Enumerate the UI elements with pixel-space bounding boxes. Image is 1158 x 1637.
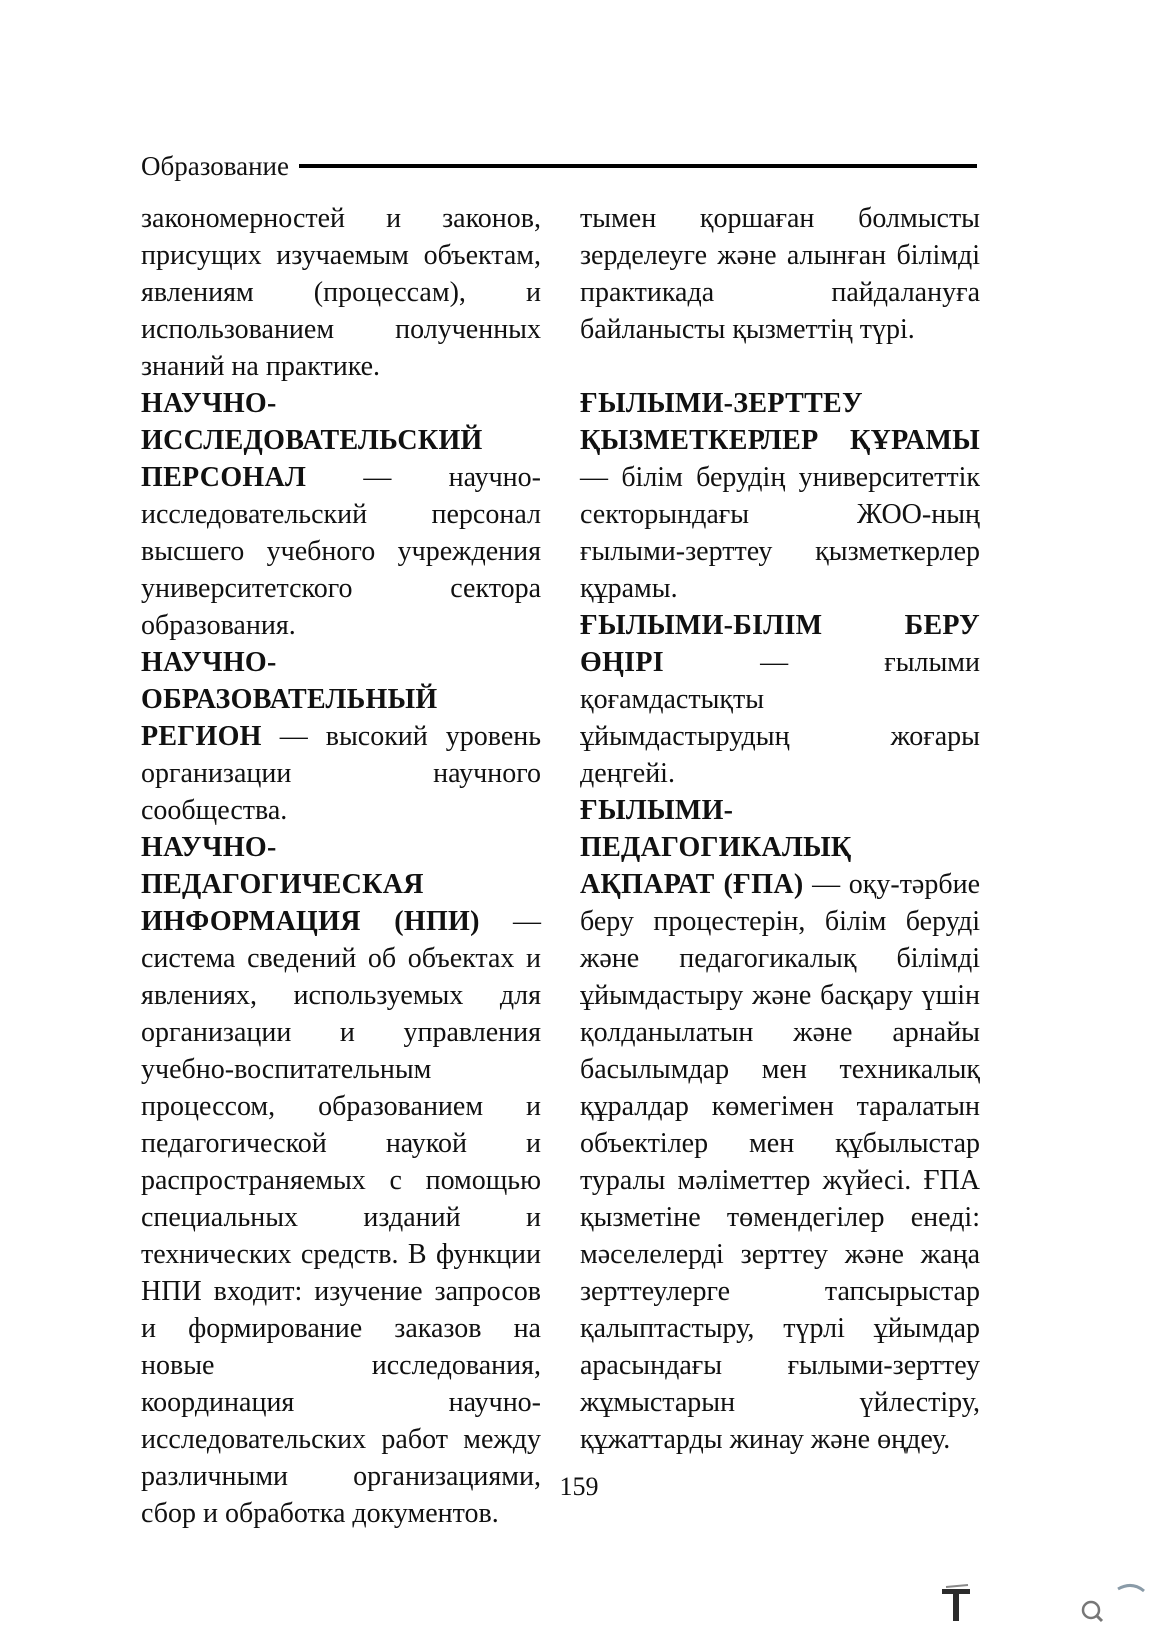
section-title: Образование [141,150,289,181]
dictionary-entry [141,385,541,644]
entry-definition: — ғылыми қоғамдастықты ұйымдастырудың жоғары деңгейі. [580,647,980,789]
watermark-logo-icon [940,1583,1150,1627]
dictionary-entry [141,644,541,829]
dictionary-entry [580,607,980,792]
entry-term: НАУЧНО-ПЕДАГОГИЧЕСКАЯ ИНФОРМАЦИЯ (НПИ) [141,832,480,937]
continued-paragraph: закономерностей и законов, присущих изучаемым объектам, явлениям (процессам), и использованием полученных знаний на практике. [141,203,541,382]
entry-definition: — высокий уровень организации научного сообщества. [141,721,541,826]
running-header [141,146,977,186]
entry-definition: — оқу-тәрбие беру процестерін, білім беруді және педагогикалық білімді ұйымдастыру және басқару үшін қолданылатын және арнайы басылымдар мен техникалық құралдар көмегімен таралатын объектілер мен құбылыстар туралы мәліметтер жүйесі. ҒПА қызметіне төмендегілер енеді: мәселелерді зерттеу және жаңа зерттеулерге тапсырыстар қалыптастыру, түрлі ұйымдар арасындағы ғылыми-зерттеу жұмыстарын үйлестіру, құжаттарды жинау және өңдеу. [580,869,981,1455]
entry-definition: — система сведений об объектах и явлениях, используемых для организации и управления учебно-воспитательным процессом, образованием и педагогической наукой и распространяемых с помощью специальных изданий и технических средств. В функции НПИ входит: изучение запросов и формирование заказов на новые исследования, координация научно-исследовательских работ между различными организациями, сбор и обработка документов. [141,906,542,1529]
entry-term: НАУЧНО-ИССЛЕДОВАТЕЛЬСКИЙ ПЕРСОНАЛ [141,388,483,493]
entry-definition: — білім берудің университеттік секторындағы ЖОО-ның ғылыми-зерттеу қызметкерлер құрамы. [580,462,980,604]
right-column [580,200,980,1458]
entry-term: ҒЫЛЫМИ-ПЕДАГОГИКАЛЫҚ АҚПАРАТ (ҒПА) [580,795,852,900]
dictionary-entry [141,829,541,1532]
termincom-watermark [940,1583,1150,1627]
entry-term: ҒЫЛЫМИ-ЗЕРТТЕУ ҚЫЗМЕТКЕРЛЕР ҚҰРАМЫ [580,388,980,456]
entry-definition: — научно-исследовательский персонал высшего учебного учреждения университетского сектора образования. [141,462,541,641]
page-number: 159 [559,1472,599,1501]
left-column [141,200,541,1532]
header-rule [299,164,977,168]
entry-term: ҒЫЛЫМИ-БІЛІМ БЕРУ ӨҢІРІ [580,610,980,678]
entry-term: НАУЧНО-ОБРАЗОВАТЕЛЬНЫЙ РЕГИОН [141,647,438,752]
dictionary-entry [580,385,980,607]
dictionary-entry [580,792,980,1458]
continued-paragraph: тымен қоршаған болмысты зерделеуге және алынған білімді практикада пайдалануға байланысты қызметтің түрі. [580,203,980,345]
